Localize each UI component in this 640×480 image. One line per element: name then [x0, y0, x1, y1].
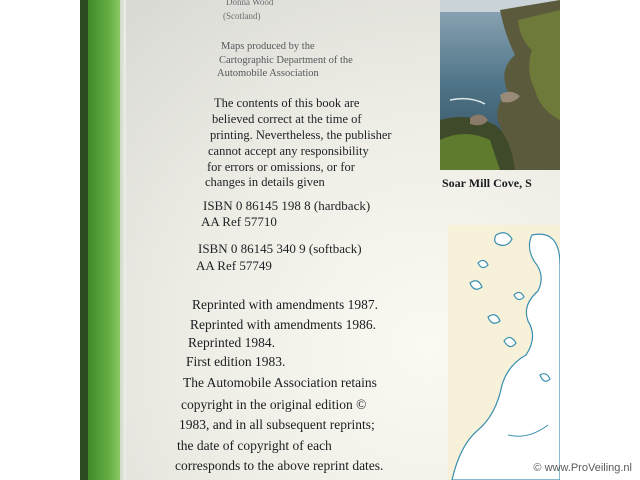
maps-credit-line-2: Cartographic Department of the — [219, 55, 353, 66]
page-gutter — [120, 0, 126, 480]
ref-softback: AA Ref 57749 — [196, 258, 272, 273]
scotland-map — [448, 225, 560, 480]
disclaimer-line-1: The contents of this book are — [214, 96, 360, 110]
copyright-line-5: corresponds to the above reprint dates. — [175, 458, 384, 473]
disclaimer-line-3: printing. Nevertheless, the publisher — [210, 128, 392, 142]
map-art — [448, 225, 560, 480]
history-line-2: Reprinted with amendments 1986. — [190, 317, 376, 332]
disclaimer-line-4: cannot accept any responsibility — [208, 144, 369, 158]
disclaimer-line-2: believed correct at the time of — [212, 112, 362, 126]
ref-hardback: AA Ref 57710 — [201, 214, 277, 229]
maps-credit-line-1: Maps produced by the — [221, 41, 315, 52]
isbn-softback: ISBN 0 86145 340 9 (softback) — [198, 241, 362, 256]
copyright-line-3: 1983, and in all subsequent reprints; — [179, 417, 375, 432]
book-spine-shadow — [80, 0, 88, 480]
history-line-4: First edition 1983. — [186, 354, 286, 369]
history-line-3: Reprinted 1984. — [188, 335, 275, 350]
disclaimer-line-5: for errors or omissions, or for — [207, 160, 355, 174]
page-edge-blank — [560, 0, 640, 480]
coast-photo-art — [440, 0, 560, 170]
copyright-line-2: copyright in the original edition © — [181, 397, 367, 412]
maps-credit-line-3: Automobile Association — [217, 68, 319, 79]
disclaimer-line-6: changes in details given — [205, 175, 325, 189]
coast-photo — [440, 0, 560, 170]
isbn-hardback: ISBN 0 86145 198 8 (hardback) — [203, 198, 371, 213]
credit-name: Donna Wood — [226, 0, 274, 7]
watermark: © www.ProVeiling.nl — [533, 462, 632, 474]
credit-region: (Scotland) — [223, 11, 261, 21]
copyright-line-1: The Automobile Association retains — [183, 375, 377, 390]
history-line-1: Reprinted with amendments 1987. — [192, 297, 378, 312]
book-cover-edge — [88, 0, 122, 480]
photo-caption: Soar Mill Cove, S — [442, 176, 532, 190]
copyright-line-4: the date of copyright of each — [177, 438, 332, 453]
